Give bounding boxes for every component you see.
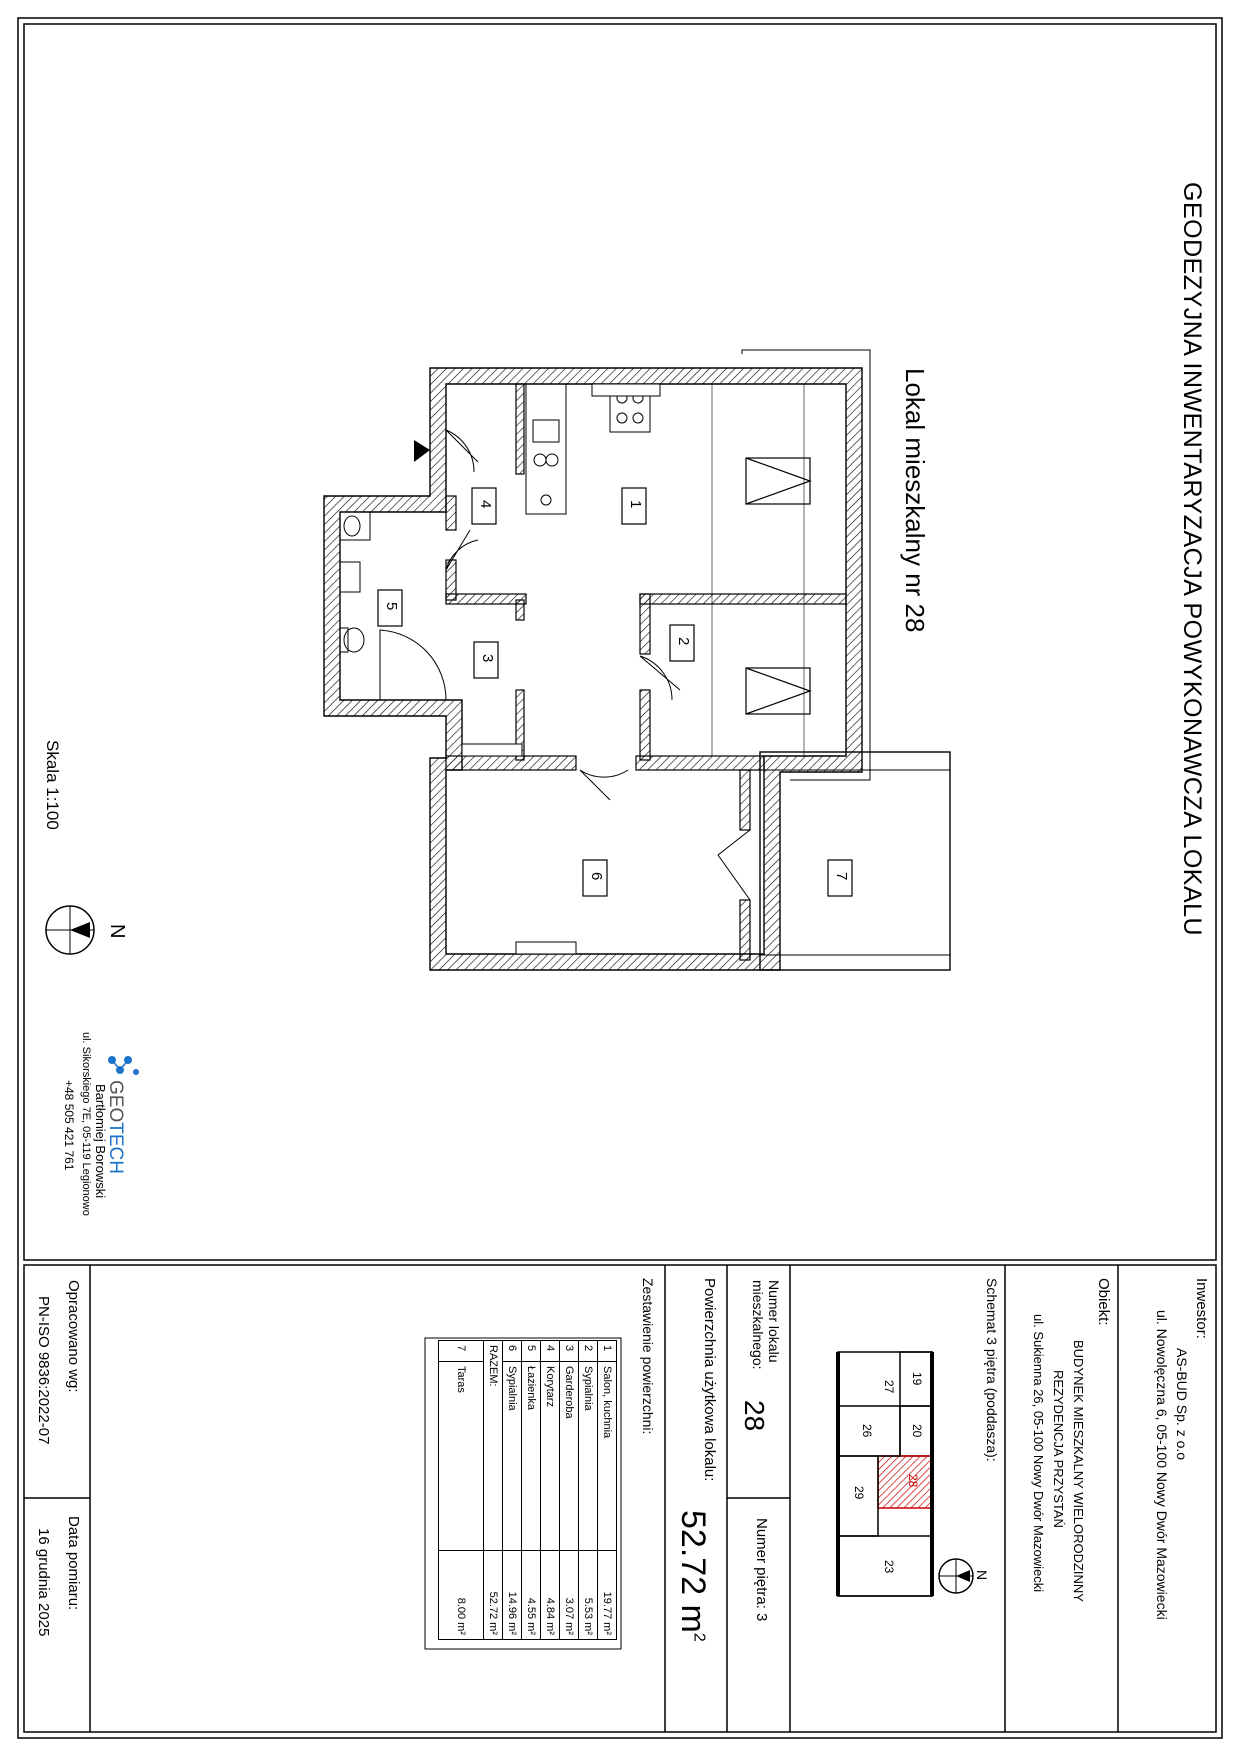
cell-name: Taras: [439, 1362, 484, 1551]
cell-value: 8.00 m²: [439, 1551, 484, 1640]
table-row: [579, 1341, 598, 1640]
unit-number-label: Numer lokalu mieszkalnego:: [750, 1280, 782, 1370]
company-phone: +48 505 421 761: [62, 1080, 76, 1171]
cell-name: Sypialnia: [503, 1362, 522, 1551]
cell-no: 6: [503, 1341, 522, 1362]
room-4-label: 4: [477, 500, 494, 509]
object-line1: BUDYNEK MIESZKALNY WIELORODZINNY: [1071, 1340, 1086, 1602]
cell-value: 14.96 m²: [503, 1551, 522, 1640]
room-3-label: 3: [479, 654, 496, 663]
cell-total-label: RAZEM:: [484, 1341, 503, 1551]
prepared-label: Opracowano wg:: [65, 1280, 82, 1393]
measured-value: 16 grudnia 2025: [35, 1528, 52, 1637]
cell-no: 5: [522, 1341, 541, 1362]
object-label: Obiekt:: [1095, 1278, 1112, 1326]
schema-unit-28: 28: [906, 1474, 920, 1488]
room-label-boxes: [378, 488, 852, 896]
cell-name: Korytarz: [541, 1362, 560, 1551]
area-value-number: 52.72 m: [674, 1510, 712, 1633]
cell-no: 2: [579, 1341, 598, 1362]
investor-address: ul. Nowolęczna 6, 05-100 Nowy Dwór Mazowiecki: [1154, 1310, 1170, 1620]
scale-label: Skala 1:100: [43, 740, 62, 830]
area-value-sup: 2: [690, 1632, 708, 1642]
schema-unit-23: 23: [882, 1560, 896, 1574]
company-name-part2: TECH: [105, 1122, 126, 1174]
geotech-logo-icon: [108, 1056, 139, 1075]
object-line2: REZYDENCJA PRZYSTAŃ: [1051, 1370, 1066, 1528]
table-row: [560, 1341, 579, 1640]
schema-label: Schemat 3 piętra (poddasza):: [984, 1278, 1000, 1462]
cell-value: 4.55 m²: [522, 1551, 541, 1640]
cell-no: 1: [598, 1341, 617, 1362]
table-total-row: [484, 1341, 503, 1640]
floor-label: Numer piętra: 3: [753, 1518, 770, 1622]
room-7-label: 7: [833, 872, 850, 881]
area-table: [438, 1340, 617, 1640]
plan-heading: Lokal mieszkalny nr 28: [900, 368, 930, 633]
schema-unit-19: 19: [910, 1372, 924, 1386]
cell-name: Sypialnia: [579, 1362, 598, 1551]
cell-no: 3: [560, 1341, 579, 1362]
north-label: N: [106, 924, 128, 939]
company-name-part1: GEO: [105, 1080, 126, 1123]
measured-label: Data pomiaru:: [65, 1516, 82, 1611]
cell-no: 4: [541, 1341, 560, 1362]
kitchen-counter: [526, 384, 566, 514]
page-title: GEODEZYJNA INWENTARYZACJA POWYKONAWCZA LOKALU: [1178, 182, 1206, 937]
cell-name: Łazienka: [522, 1362, 541, 1551]
schema-unit-20: 20: [910, 1424, 924, 1438]
cell-value: 4.84 m²: [541, 1551, 560, 1640]
unit-number: 28: [739, 1400, 770, 1432]
company-person: Bartłomiej Borowski: [93, 1084, 108, 1199]
schema-unit-27: 27: [882, 1380, 896, 1394]
schema-north-label: N: [974, 1570, 990, 1581]
cell-total-value: 52.72 m²: [484, 1551, 503, 1640]
cell-value: 3.07 m²: [560, 1551, 579, 1640]
table-row: [439, 1341, 484, 1640]
investor-label: Inwestor:: [1193, 1278, 1210, 1339]
area-value: [673, 1510, 712, 1642]
table-row: [598, 1341, 617, 1640]
schema-unit-26: 26: [860, 1424, 874, 1438]
north-arrow-icon: [46, 906, 94, 954]
cell-value: 19.77 m²: [598, 1551, 617, 1640]
entrance-arrow-icon: [414, 440, 430, 462]
floor-plan: [324, 1, 950, 970]
cell-name: Salon, kuchnia: [598, 1362, 617, 1551]
room-5-label: 5: [383, 602, 400, 611]
cell-value: 5.53 m²: [579, 1551, 598, 1640]
cell-name: Garderoba: [560, 1362, 579, 1551]
table-row: [541, 1341, 560, 1640]
room-1-label: 1: [627, 500, 644, 509]
company-address: ul. Sikorskiego 7E, 05-119 Legionowo: [80, 1032, 92, 1216]
table-row: [522, 1341, 541, 1640]
room-6-label: 6: [588, 872, 605, 881]
cell-no: 7: [439, 1341, 484, 1362]
area-label: Powierzchnia użytkowa lokalu:: [701, 1278, 718, 1482]
investor-name: AS-BUD Sp. z o.o: [1174, 1348, 1190, 1461]
table-row: [503, 1341, 522, 1640]
object-line3: ul. Sukienna 26, 05-100 Nowy Dwór Mazowiecki: [1031, 1314, 1046, 1593]
drawing-frame: [24, 24, 1216, 1260]
terrace: [760, 752, 950, 970]
areas-heading: Zestawienie powierzchni:: [640, 1278, 656, 1435]
interior-walls: [446, 384, 846, 960]
room-2-label: 2: [675, 637, 692, 646]
roof-windows: [746, 458, 810, 714]
prepared-value: PN-ISO 9836:2022-07: [35, 1296, 52, 1445]
schema-unit-29: 29: [852, 1486, 866, 1500]
